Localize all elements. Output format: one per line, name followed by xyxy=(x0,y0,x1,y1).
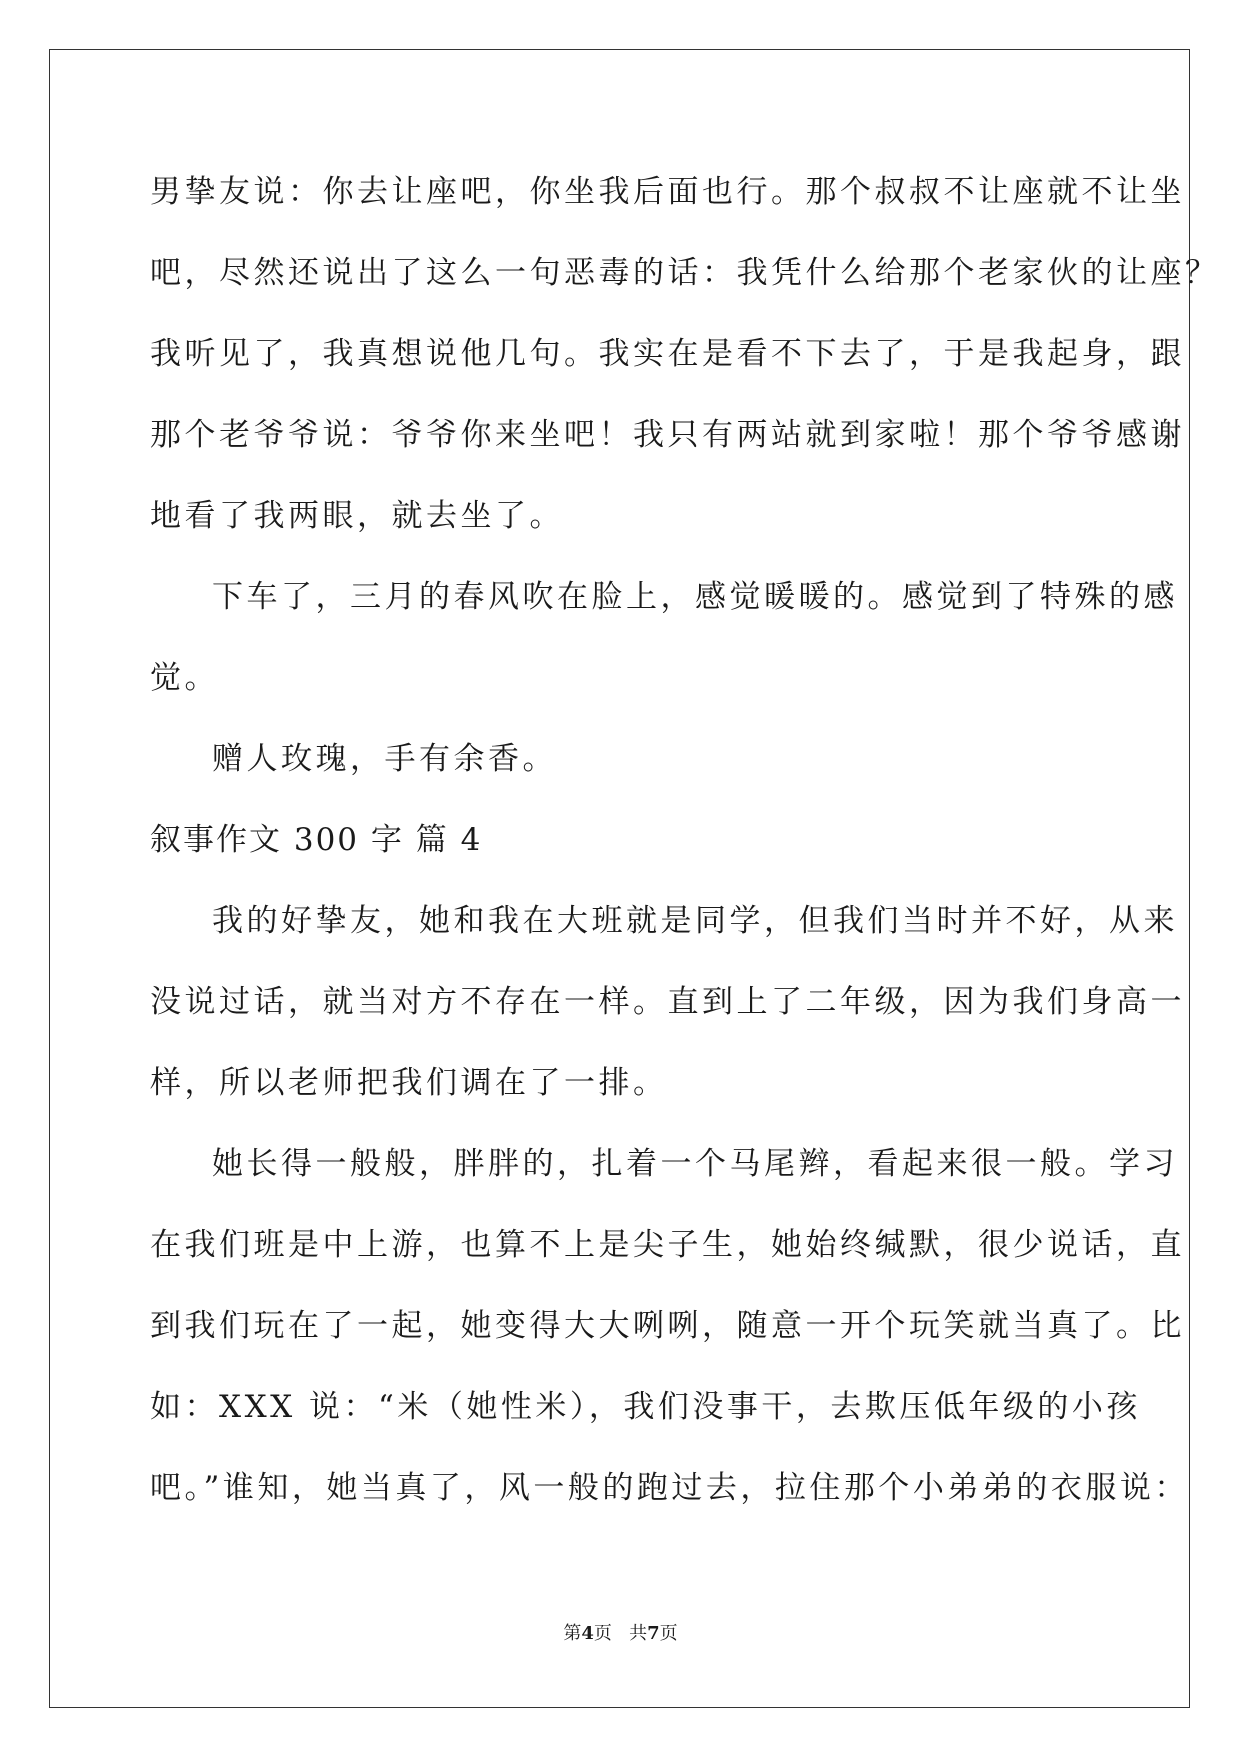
text-line: 她长得一般般，胖胖的，扎着一个马尾辫，看起来很一般。学习 xyxy=(212,1146,1178,1182)
text-line: 那个老爷爷说：爷爷你来坐吧！我只有两站就到家啦！那个爷爷感谢 xyxy=(150,417,1185,453)
text-line: 吧。”谁知，她当真了，风一般的跑过去，拉住那个小弟弟的衣服说： xyxy=(150,1470,1189,1506)
text-line: 赠人玫瑰，手有余香。 xyxy=(212,741,557,777)
text-line: 吧，尽然还说出了这么一句恶毒的话：我凭什么给那个老家伙的让座？ xyxy=(150,255,1220,291)
text-line: 在我们班是中上游，也算不上是尖子生，她始终缄默，很少说话，直 xyxy=(150,1227,1185,1263)
text-line: 没说过话，就当对方不存在一样。直到上了二年级，因为我们身高一 xyxy=(150,984,1185,1020)
total-page-number: 7 xyxy=(647,1623,660,1644)
footer-prefix: 第 xyxy=(563,1623,582,1644)
page-footer xyxy=(0,1622,1241,1646)
text-line: 我听见了，我真想说他几句。我实在是看不下去了，于是我起身，跟 xyxy=(150,336,1185,372)
text-line: 样，所以老师把我们调在了一排。 xyxy=(150,1065,668,1101)
text-line: 下车了，三月的春风吹在脸上，感觉暖暖的。感觉到了特殊的感 xyxy=(212,579,1178,615)
text-line: 觉。 xyxy=(150,660,219,696)
section-heading: 叙事作文 300 字 篇 4 xyxy=(150,822,483,858)
text-line: 地看了我两眼，就去坐了。 xyxy=(150,498,564,534)
footer-suffix: 页 xyxy=(659,1623,678,1644)
text-line: 如：XXX 说：“米（她性米），我们没事干，去欺压低年级的小孩 xyxy=(150,1389,1141,1425)
current-page-number: 4 xyxy=(581,1623,594,1644)
text-line: 男挚友说：你去让座吧，你坐我后面也行。那个叔叔不让座就不让坐 xyxy=(150,174,1185,210)
footer-mid: 页 共 xyxy=(593,1623,648,1644)
document-body xyxy=(150,164,1220,1541)
text-line: 到我们玩在了一起，她变得大大咧咧，随意一开个玩笑就当真了。比 xyxy=(150,1308,1185,1344)
text-line: 我的好挚友，她和我在大班就是同学，但我们当时并不好，从来 xyxy=(212,903,1178,939)
